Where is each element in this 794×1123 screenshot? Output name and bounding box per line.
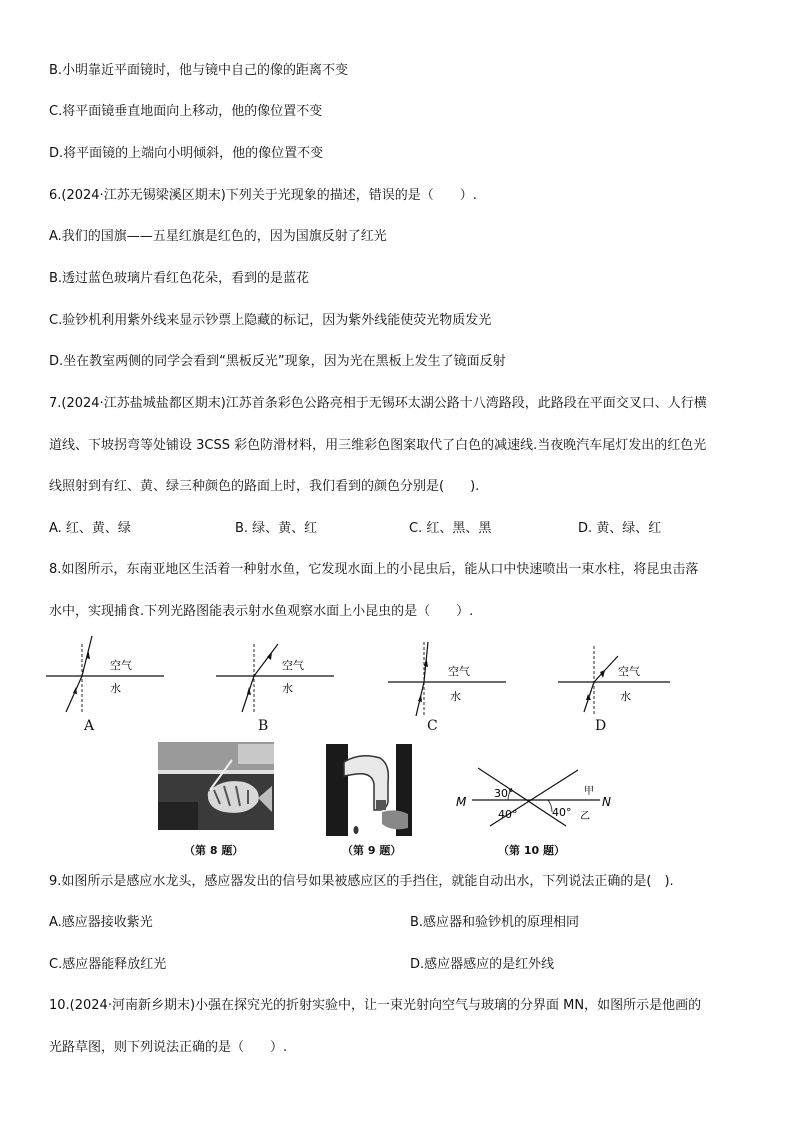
sensor-faucet-photo	[326, 744, 412, 836]
q8d-water-label: 水	[620, 690, 631, 703]
q5-option-d: D.将平面镜的上端向小明倾斜，他的像位置不变	[49, 146, 324, 161]
q8c-air-label: 空气	[448, 665, 470, 678]
q8-label-c: C	[427, 718, 438, 734]
q8b-water-label: 水	[282, 682, 293, 695]
fig10-angle-30: 30°	[494, 787, 514, 800]
fig10-angle-40-right: 40°	[552, 806, 572, 819]
caption-fig9: （第 9 题）	[342, 844, 402, 857]
q7-option-c: C. 红、黑、黑	[409, 521, 492, 536]
q8d-air-label: 空气	[618, 665, 640, 678]
q8-label-d: D	[595, 718, 607, 734]
q9-option-d: D.感应器感应的是红外线	[410, 957, 555, 972]
q8-diagram-c	[388, 632, 508, 716]
q10-stem-line1: 10.(2024·河南新乡期末)小强在探究光的折射实验中，让一束光射向空气与玻璃的分界面 MN，如图所示是他画的	[49, 998, 702, 1013]
q7-stem-line3: 线照射到有红、黄、绿三种颜色的路面上时，我们看到的颜色分别是( ).	[49, 479, 480, 494]
q7-option-d: D. 黄、绿、红	[578, 521, 662, 536]
q8-label-a: A	[84, 718, 95, 734]
q9-option-b: B.感应器和验钞机的原理相同	[410, 915, 580, 930]
q8-diagram-d	[558, 632, 678, 716]
q9-option-c: C.感应器能释放红光	[49, 957, 167, 972]
q9-option-a: A.感应器接收紫光	[49, 915, 153, 930]
q6-option-b: B.透过蓝色玻璃片看红色花朵，看到的是蓝花	[49, 271, 310, 286]
archer-fish-photo	[158, 742, 274, 830]
caption-fig10: （第 10 题）	[498, 844, 565, 857]
fig10-label-m: M	[456, 795, 467, 809]
q5-option-c: C.将平面镜垂直地面向上移动，他的像位置不变	[49, 104, 323, 119]
q6-option-d: D.坐在教室两侧的同学会看到“黑板反光”现象，因为光在黑板上发生了镜面反射	[49, 354, 506, 369]
q5-option-b: B.小明靠近平面镜时，他与镜中自己的像的距离不变	[49, 63, 349, 78]
fig10-angle-40-left: 40°	[498, 808, 518, 821]
fig10-label-yi: 乙	[580, 811, 590, 822]
q8-diagram-b	[216, 632, 336, 716]
q8-diagram-a	[46, 632, 166, 716]
q7-option-b: B. 绿、黄、红	[235, 521, 318, 536]
q6-stem: 6.(2024·江苏无锡梁溪区期末)下列关于光现象的描述，错误的是（ ）.	[49, 188, 477, 203]
fig10-label-jia: 甲	[584, 786, 594, 797]
q6-option-a: A.我们的国旗——五星红旗是红色的，因为国旗反射了红光	[49, 229, 387, 244]
caption-fig8: （第 8 题）	[184, 844, 244, 857]
q8c-water-label: 水	[450, 690, 461, 703]
q7-stem-line1: 7.(2024·江苏盐城盐都区期末)江苏首条彩色公路亮相于无锡环太湖公路十八湾路段，此路段在平面交叉口、人行横	[49, 396, 707, 411]
q8a-water-label: 水	[110, 682, 121, 695]
q8-stem-line2: 水中，实现捕食.下列光路图能表示射水鱼观察水面上小昆虫的是（ ）.	[49, 604, 474, 619]
q8a-air-label: 空气	[110, 659, 132, 672]
q6-option-c: C.验钞机利用紫外线来显示钞票上隐藏的标记，因为紫外线能使荧光物质发光	[49, 313, 492, 328]
q7-option-a: A. 红、黄、绿	[49, 521, 131, 536]
q10-stem-line2: 光路草图，则下列说法正确的是（ ）.	[49, 1040, 288, 1055]
refraction-diagram	[452, 766, 611, 826]
q7-stem-line2: 道线、下坡拐弯等处铺设 3CSS 彩色防滑材料，用三维彩色图案取代了白色的减速线.当夜晚汽车尾灯发出的红色光	[49, 438, 707, 453]
q8b-air-label: 空气	[282, 659, 304, 672]
q8-label-b: B	[258, 718, 269, 734]
q9-stem: 9.如图所示是感应水龙头，感应器发出的信号如果被感应区的手挡住，就能自动出水，下列说法正确的是( ).	[49, 874, 674, 889]
q8-stem-line1: 8.如图所示，东南亚地区生活着一种射水鱼，它发现水面上的小昆虫后，能从口中快速喷出一束水柱，将昆虫击落	[49, 562, 699, 577]
fig10-label-n: N	[602, 795, 611, 809]
